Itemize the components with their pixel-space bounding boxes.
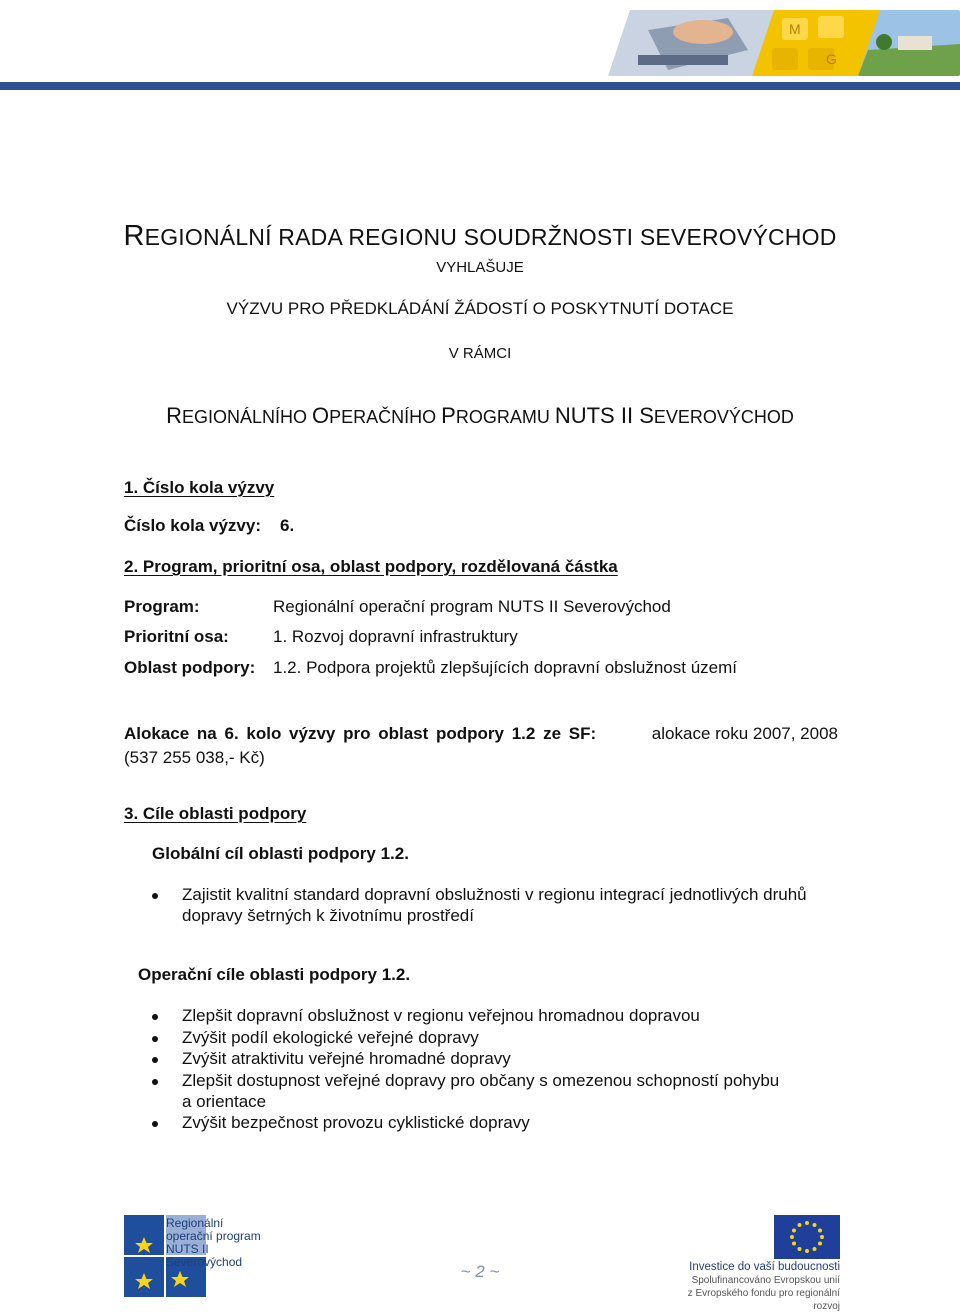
allocation-label: Alokace na 6. kolo výzvy pro oblast podpory 1.2 ze SF: xyxy=(124,724,597,743)
header-blue-line xyxy=(0,82,960,90)
call-title: VÝZVU PRO PŘEDKLÁDÁNÍ ŽÁDOSTÍ O POSKYTNUTÍ DOTACE xyxy=(226,299,734,318)
bullet-icon xyxy=(152,1014,158,1020)
operational-goal-item: Zvýšit bezpečnost provozu cyklistické dopravy xyxy=(182,1113,530,1132)
bullet-icon xyxy=(152,893,158,899)
svg-text:G: G xyxy=(826,51,837,67)
operational-goal-item-continued: a orientace xyxy=(182,1092,267,1111)
round-number-label: Číslo kola výzvy: xyxy=(124,516,262,535)
operational-goal-item: Zlepšit dopravní obslužnost v regionu veřejnou hromadnou dopravou xyxy=(182,1006,700,1025)
bullet-icon xyxy=(152,1121,158,1127)
bullet-icon xyxy=(152,1057,158,1063)
program-label: Program: xyxy=(124,597,200,616)
eu-cofinanced-line: Spolufinancováno Evropskou unií xyxy=(691,1275,840,1286)
eu-slogan: Investice do vaší budoucnosti xyxy=(689,1261,840,1273)
priority-axis-label: Prioritní osa: xyxy=(124,627,229,646)
priority-axis-value: 1. Rozvoj dopravní infrastruktury xyxy=(273,627,518,646)
section3-heading: 3. Cíle oblasti podpory xyxy=(124,804,307,823)
bullet-icon xyxy=(152,1079,158,1085)
rop-logo-line: Regionální xyxy=(166,1216,224,1230)
within-text: V RÁMCI xyxy=(448,345,512,362)
allocation-amount: (537 255 038,- Kč) xyxy=(124,748,265,767)
header-banner xyxy=(0,0,960,92)
operational-goal-item: Zlepšit dostupnost veřejné dopravy pro občany s omezenou schopností pohybu xyxy=(182,1071,780,1090)
svg-text:M: M xyxy=(789,21,801,37)
global-goal-item-line1: Zajistit kvalitní standard dopravní obslužnosti v regionu integrací jednotlivých druhů xyxy=(182,885,807,904)
eu-flag-icon xyxy=(774,1215,840,1259)
support-area-label: Oblast podpory: xyxy=(124,658,256,677)
announces-text: VYHLAŠUJE xyxy=(436,259,524,276)
photo-landscape-icon xyxy=(858,10,960,76)
page-number: ~ 2 ~ xyxy=(460,1262,500,1281)
operational-goal-item: Zvýšit atraktivitu veřejné hromadné dopravy xyxy=(182,1049,511,1068)
rop-logo-line: NUTS II Severovýchod xyxy=(166,1242,243,1269)
global-goal-item-line2: dopravy šetrných k životnímu prostředí xyxy=(182,906,474,925)
operational-goal-item: Zvýšit podíl ekologické veřejné dopravy xyxy=(182,1028,479,1047)
global-goal-heading: Globální cíl oblasti podpory 1.2. xyxy=(152,844,409,863)
allocation-years: alokace roku 2007, 2008 xyxy=(651,724,838,743)
rop-logo xyxy=(124,1215,284,1297)
support-area-value: 1.2. Podpora projektů zlepšujících dopravní obslužnost území xyxy=(273,658,737,677)
section1-heading: 1. Číslo kola výzvy xyxy=(124,478,275,497)
program-title: REGIONÁLNÍHO OPERAČNÍHO PROGRAMU NUTS II SEVEROVÝCHOD xyxy=(166,403,794,428)
allocation-line xyxy=(124,724,838,744)
program-value: Regionální operační program NUTS II Severovýchod xyxy=(273,597,671,616)
bullet-icon xyxy=(152,1036,158,1042)
council-title: REGIONÁLNÍ RADA REGIONU SOUDRŽNOSTI SEVEROVÝCHOD xyxy=(123,220,837,252)
eu-logo xyxy=(684,1215,840,1312)
round-number-value: 6. xyxy=(280,516,295,535)
rop-logo-line: operační program xyxy=(166,1229,261,1243)
section2-heading: 2. Program, prioritní osa, oblast podpory, rozdělovaná částka xyxy=(124,557,618,576)
eu-fund-line: z Evropského fondu pro regionální rozvoj xyxy=(687,1288,840,1312)
operational-goals-heading: Operační cíle oblasti podpory 1.2. xyxy=(138,965,411,984)
